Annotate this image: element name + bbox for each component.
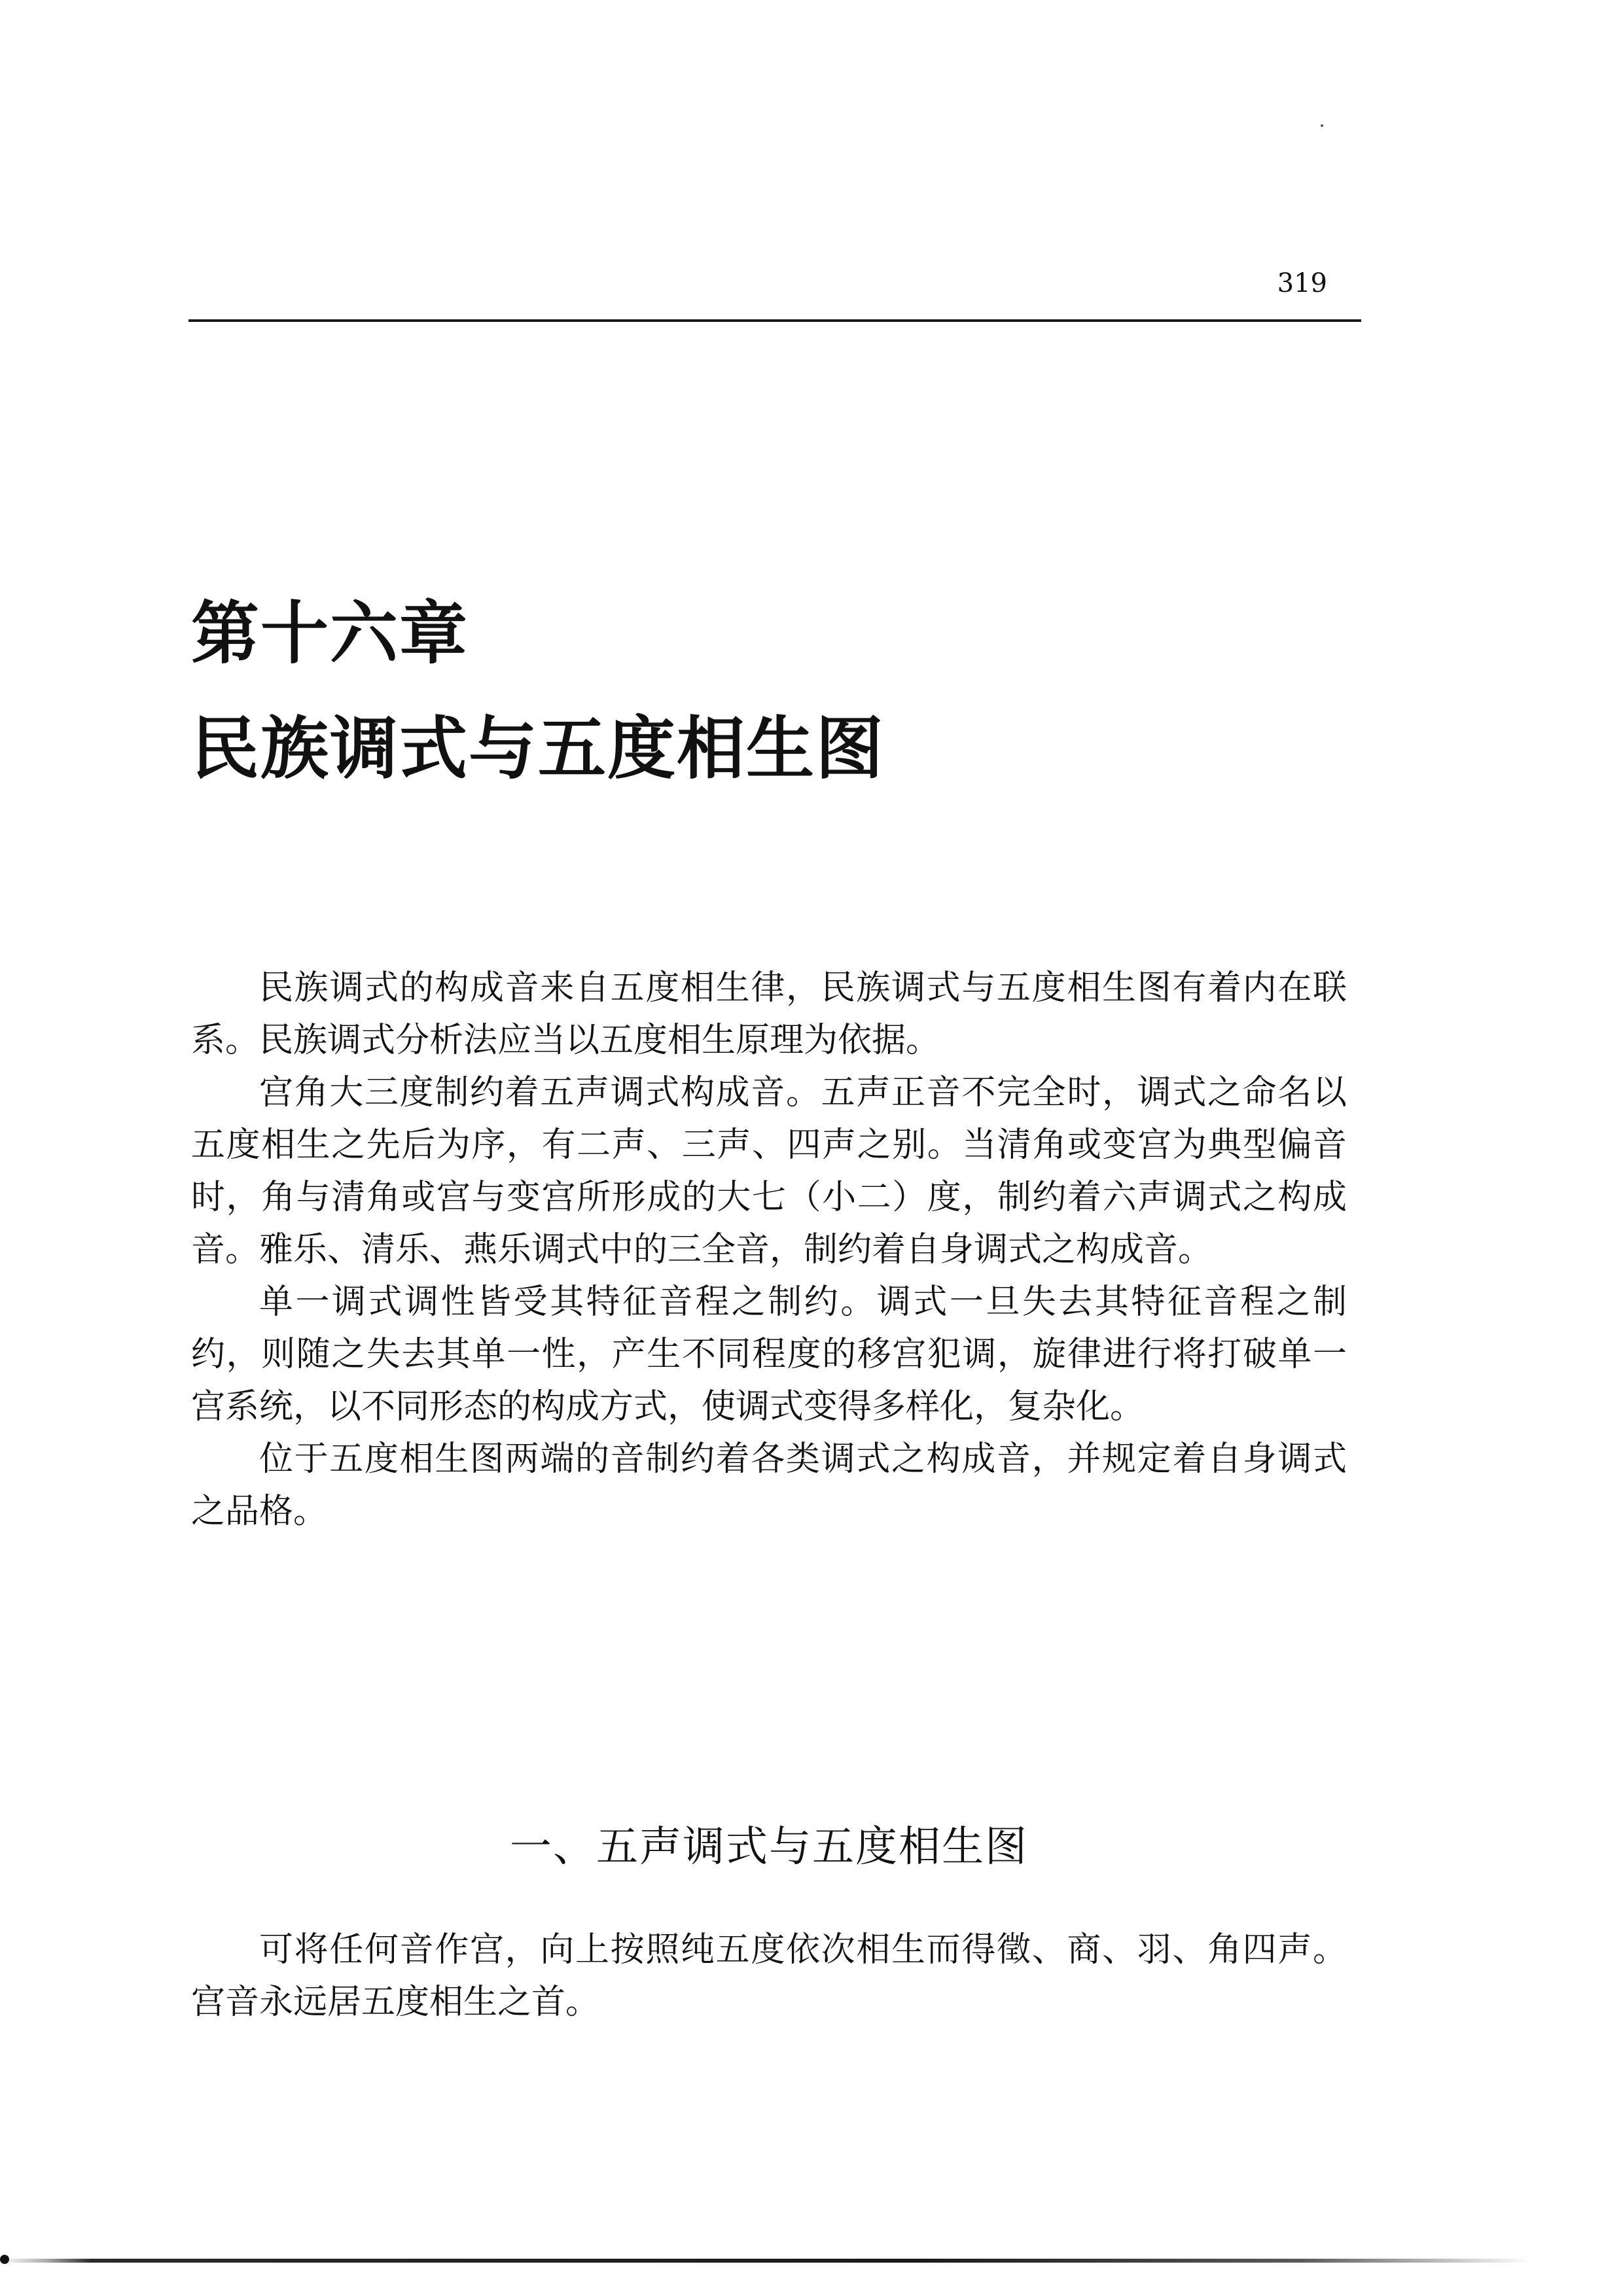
paragraph: 单一调式调性皆受其特征音程之制约。调式一旦失去其特征音程之制约，则随之失去其单一性，产生不同程度的移宫犯调，旋律进行将打破单一宫系统，以不同形态的构成方式，使调式变得多样化，复杂化。: [191, 1282, 1347, 1426]
section-heading: 一、五声调式与五度相生图: [510, 1823, 1028, 1871]
chapter-number: 第十六章: [191, 593, 469, 673]
paragraph: 民族调式的构成音来自五度相生律，民族调式与五度相生图有着内在联系。民族调式分析法应当以五度相生原理为依据。: [191, 968, 1347, 1060]
paragraph: 可将任何音作宫，向上按照纯五度依次相生而得徵、商、羽、角四声。宫音永远居五度相生之首。: [191, 1930, 1347, 2022]
scan-edge-line: [0, 2259, 1531, 2263]
paragraph: 位于五度相生图两端的音制约着各类调式之构成音，并规定着自身调式之品格。: [191, 1439, 1347, 1531]
header-rule: [188, 319, 1361, 322]
page-number: 319: [1277, 268, 1327, 298]
chapter-name: 民族调式与五度相生图: [191, 709, 885, 788]
chapter-title: [191, 576, 1304, 806]
scan-speck: [1321, 124, 1323, 127]
section-text: [191, 1924, 1347, 2028]
paragraph: 宫角大三度制约着五声调式构成音。五声正音不完全时，调式之命名以五度相生之先后为序，有二声、三声、四声之别。当清角或变宫为典型偏音时，角与清角或宫与变宫所形成的大七（小二）度，制约着六声调式之构成音。雅乐、清乐、燕乐调式中的三全音，制约着自身调式之构成音。: [191, 1073, 1347, 1269]
intro-text: [191, 962, 1347, 1538]
